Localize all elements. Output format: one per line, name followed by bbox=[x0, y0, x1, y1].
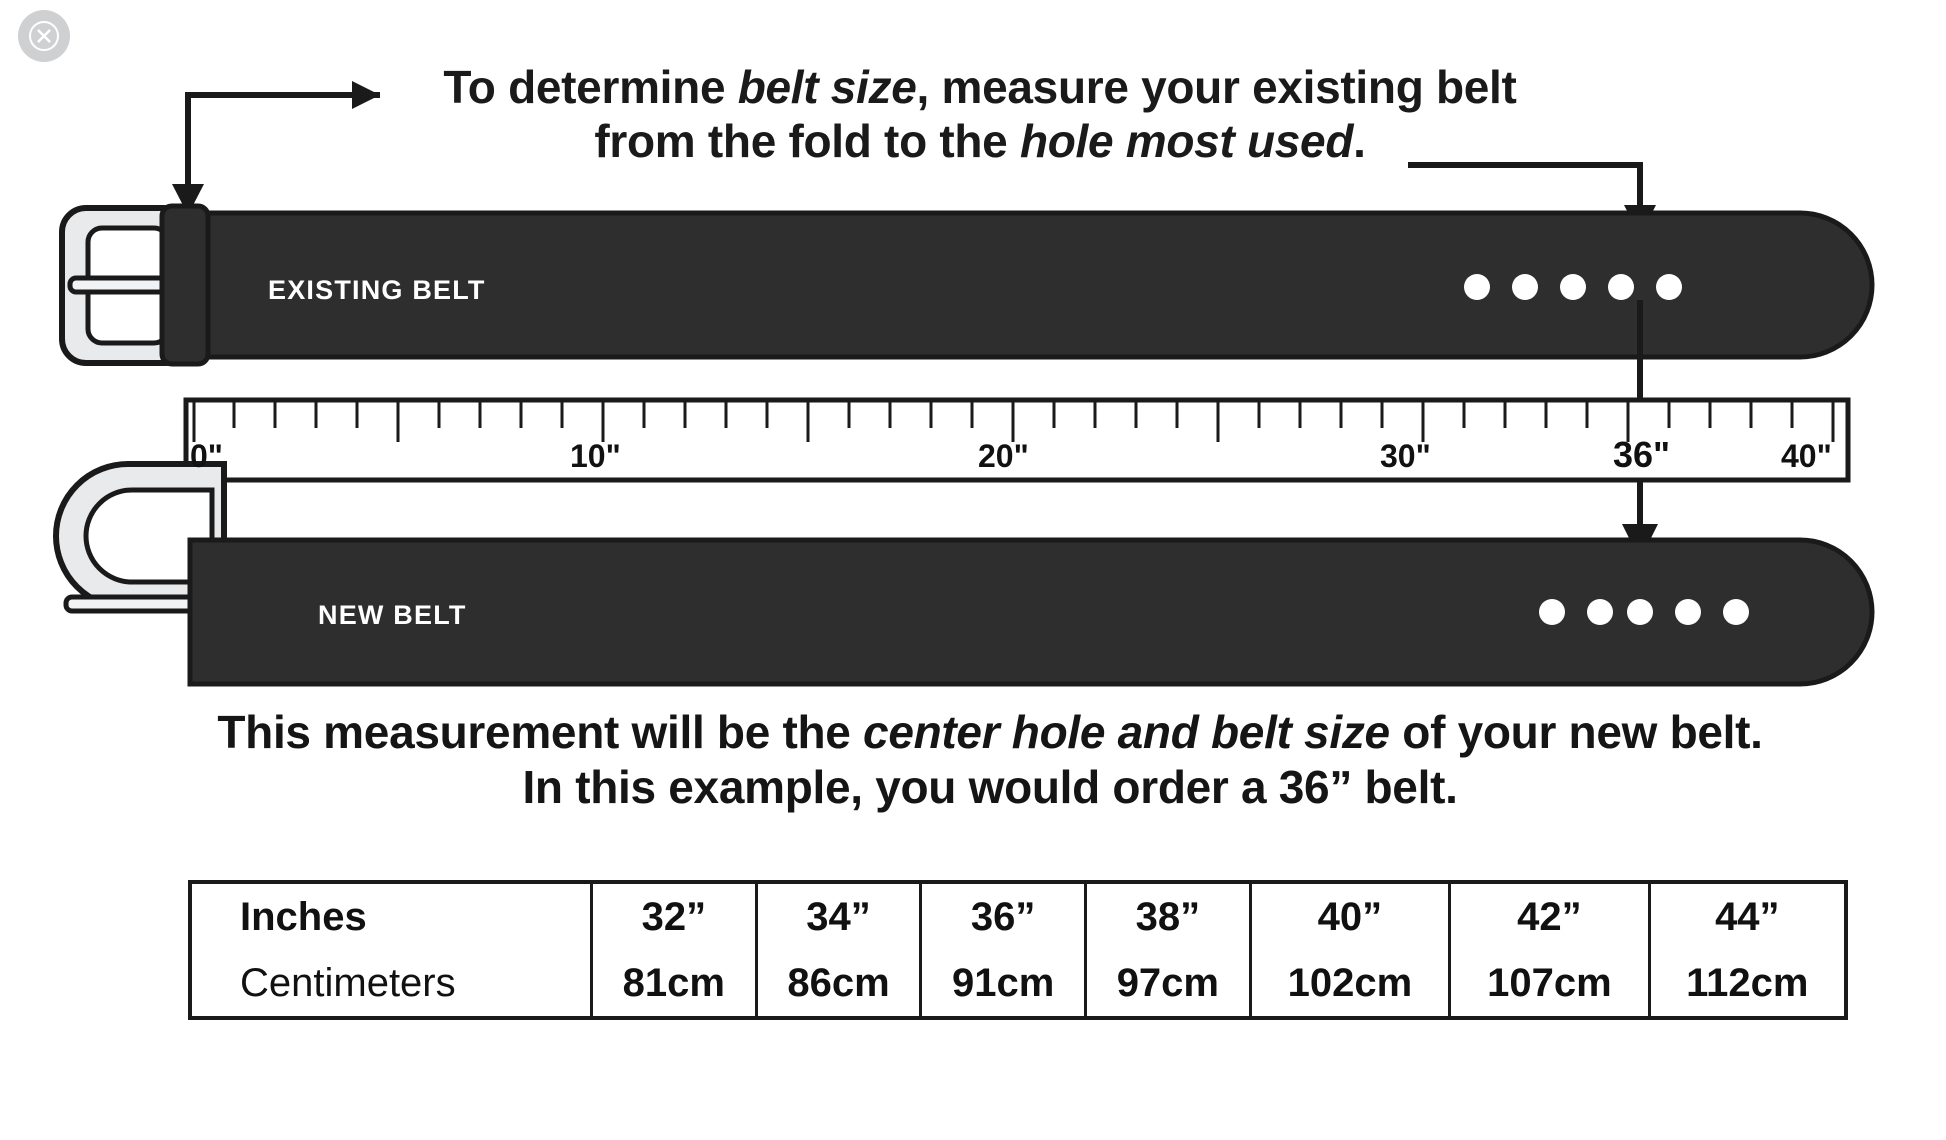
cm-cell-1: 81cm bbox=[592, 950, 757, 1018]
ruler-tick-40: 40" bbox=[1781, 438, 1832, 474]
inches-cell-5: 40” bbox=[1250, 882, 1449, 950]
ruler-tick-20: 20" bbox=[978, 438, 1029, 474]
new-belt bbox=[56, 464, 1872, 684]
caption-text bbox=[160, 705, 1820, 815]
size-conversion-table bbox=[188, 880, 1848, 1020]
inches-cell-1: 32” bbox=[592, 882, 757, 950]
cm-cell-5: 102cm bbox=[1250, 950, 1449, 1018]
instruction-line2-emphasis: hole most used bbox=[1019, 115, 1354, 168]
inches-cell-6: 42” bbox=[1450, 882, 1649, 950]
new-belt-label: NEW BELT bbox=[318, 600, 467, 630]
instruction-line1-b: , measure your existing belt bbox=[916, 61, 1517, 113]
caption-line1-a: This measurement will be the bbox=[217, 706, 864, 758]
inches-cell-2: 34” bbox=[756, 882, 921, 950]
inches-cell-4: 38” bbox=[1086, 882, 1251, 950]
cm-cell-7: 112cm bbox=[1649, 950, 1846, 1018]
ruler-tick-10: 10" bbox=[570, 438, 621, 474]
row-header-inches: Inches bbox=[240, 894, 367, 939]
cm-cell-2: 86cm bbox=[756, 950, 921, 1018]
ruler-tick-30: 30" bbox=[1380, 438, 1431, 474]
caption-line2: In this example, you would order a 36” belt. bbox=[522, 761, 1458, 814]
caption-line1-b: of your new belt. bbox=[1389, 706, 1763, 758]
fold-arrow bbox=[172, 81, 380, 215]
inches-cell-3: 36” bbox=[921, 882, 1086, 950]
cm-cell-6: 107cm bbox=[1450, 950, 1649, 1018]
inches-cell-7: 44” bbox=[1649, 882, 1846, 950]
table-row-inches bbox=[190, 882, 1846, 950]
ruler-tick-36: 36" bbox=[1613, 434, 1671, 475]
cm-cell-4: 97cm bbox=[1086, 950, 1251, 1018]
existing-belt-label: EXISTING BELT bbox=[268, 275, 486, 305]
row-header-centimeters: Centimeters bbox=[240, 960, 456, 1005]
instruction-line2-b: . bbox=[1353, 115, 1366, 168]
instruction-line2-a: from the fold to the bbox=[594, 115, 1020, 168]
instruction-line1-a: To determine bbox=[443, 61, 738, 113]
instruction-line1-emphasis: belt size bbox=[737, 61, 917, 113]
caption-line1-emphasis: center hole and belt size bbox=[863, 706, 1390, 758]
cm-cell-3: 91cm bbox=[921, 950, 1086, 1018]
table-row-centimeters bbox=[190, 950, 1846, 1018]
ruler-tick-0: 0" bbox=[190, 438, 223, 474]
